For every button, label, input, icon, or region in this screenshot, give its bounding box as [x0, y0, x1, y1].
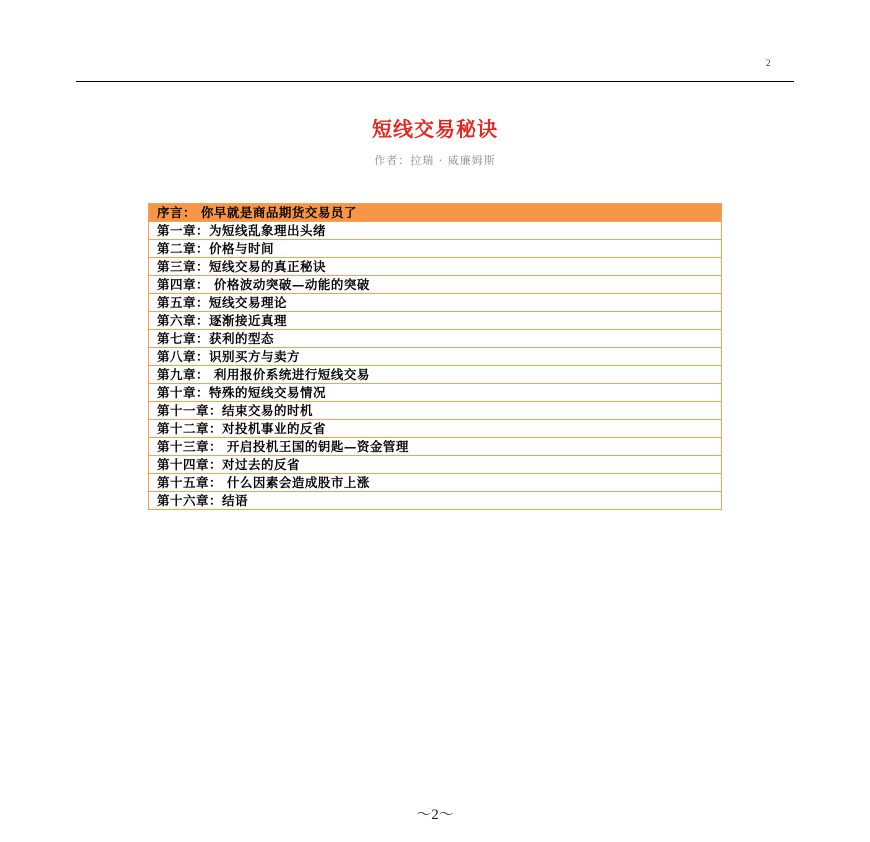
- toc-row: [149, 384, 722, 402]
- footer-page-number: ～2～: [416, 807, 454, 823]
- toc-row: [149, 348, 722, 366]
- toc-entry: 第十四章：对过去的反省: [149, 456, 722, 474]
- document-title: 短线交易秘诀: [372, 117, 498, 141]
- toc-entry: 第三章：短线交易的真正秘诀: [149, 258, 722, 276]
- header-rule: [76, 81, 794, 82]
- toc-row: [149, 366, 722, 384]
- toc-entry: 第六章：逐渐接近真理: [149, 312, 722, 330]
- toc-entry: 第一章：为短线乱象理出头绪: [149, 222, 722, 240]
- toc-row: [149, 438, 722, 456]
- toc-entry: 第二章：价格与时间: [149, 240, 722, 258]
- table-of-contents: [148, 203, 722, 510]
- toc-row: [149, 294, 722, 312]
- toc-row: [149, 312, 722, 330]
- toc-row: [149, 456, 722, 474]
- document-author: 作者：拉瑞 · 威廉姆斯: [374, 154, 496, 167]
- toc-row: [149, 330, 722, 348]
- toc-entry: 第十章：特殊的短线交易情况: [149, 384, 722, 402]
- toc-row: [149, 402, 722, 420]
- header-page-number: 2: [766, 58, 771, 68]
- toc-row: [149, 258, 722, 276]
- toc-entry: 第七章：获利的型态: [149, 330, 722, 348]
- toc-row: [149, 222, 722, 240]
- toc-entry: 第十一章：结束交易的时机: [149, 402, 722, 420]
- toc-entry: 第十五章： 什么因素会造成股市上涨: [149, 474, 722, 492]
- toc-row: [149, 492, 722, 510]
- toc-row-preface: [149, 204, 722, 222]
- toc-row: [149, 276, 722, 294]
- toc-row: [149, 474, 722, 492]
- toc-row: [149, 240, 722, 258]
- toc-entry: 序言： 你早就是商品期货交易员了: [149, 204, 722, 222]
- toc-entry: 第四章： 价格波动突破—动能的突破: [149, 276, 722, 294]
- toc-entry: 第九章： 利用报价系统进行短线交易: [149, 366, 722, 384]
- toc-entry: 第十二章：对投机事业的反省: [149, 420, 722, 438]
- toc-entry: 第八章：识别买方与卖方: [149, 348, 722, 366]
- toc-entry: 第五章：短线交易理论: [149, 294, 722, 312]
- toc-entry: 第十六章：结语: [149, 492, 722, 510]
- toc-row: [149, 420, 722, 438]
- toc-entry: 第十三章： 开启投机王国的钥匙—资金管理: [149, 438, 722, 456]
